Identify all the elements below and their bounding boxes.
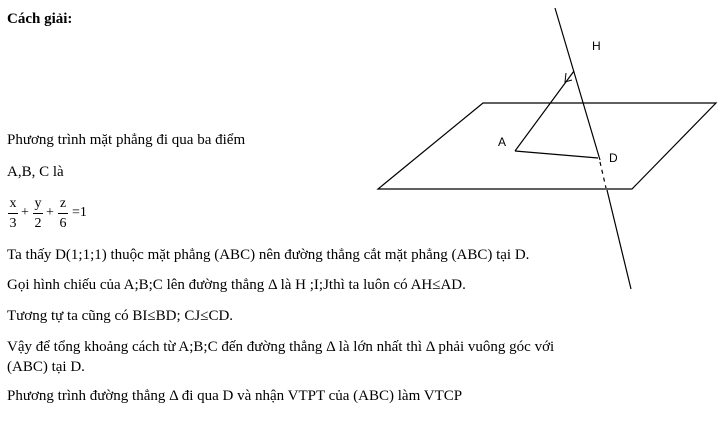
line-delta-lower (607, 190, 631, 289)
text-line-plane-through-points: Phương trình mặt phẳng đi qua ba điểm (7, 132, 246, 148)
label-h: H (592, 39, 601, 53)
fraction-y: y 2 (34, 196, 42, 231)
label-d: D (609, 151, 618, 165)
segment-ad (515, 151, 598, 158)
text-line-conclusion-b: (ABC) tại D. (7, 359, 85, 375)
equals-one: =1 (72, 205, 87, 220)
section-heading: Cách giải: (7, 11, 73, 27)
text-line-points-abc: A,B, C là (7, 164, 64, 180)
text-line-line-equation: Phương trình đường thẳng Δ đi qua D và nhận VTPT của (ABC) làm VTCP (7, 388, 463, 404)
text-line-projections: Gọi hình chiếu của A;B;C lên đường thẳng Δ là H ;I;Jthì ta luôn có AH≤AD. (7, 277, 466, 293)
text-line-d-in-plane: Ta thấy D(1;1;1) thuộc mặt phẳng (ABC) nên đường thẳng cắt mặt phẳng (ABC) tại D. (7, 247, 530, 263)
plus-sign: + (46, 205, 54, 220)
fraction-z: z 6 (59, 196, 67, 231)
segment-ah (515, 71, 574, 151)
line-delta-hidden (600, 162, 606, 188)
label-a: A (498, 135, 507, 149)
text-line-similarly: Tương tự ta cũng có BI≤BD; CJ≤CD. (7, 308, 234, 324)
fraction-x: x 3 (9, 196, 17, 231)
text-line-conclusion-a: Vậy để tổng khoảng cách từ A;B;C đến đường thẳng Δ là lớn nhất thì Δ phải vuông góc với (7, 339, 555, 355)
plus-sign: + (21, 205, 29, 220)
plane-abc (378, 103, 716, 189)
plane-equation (7, 195, 107, 233)
line-delta-upper (555, 8, 600, 160)
